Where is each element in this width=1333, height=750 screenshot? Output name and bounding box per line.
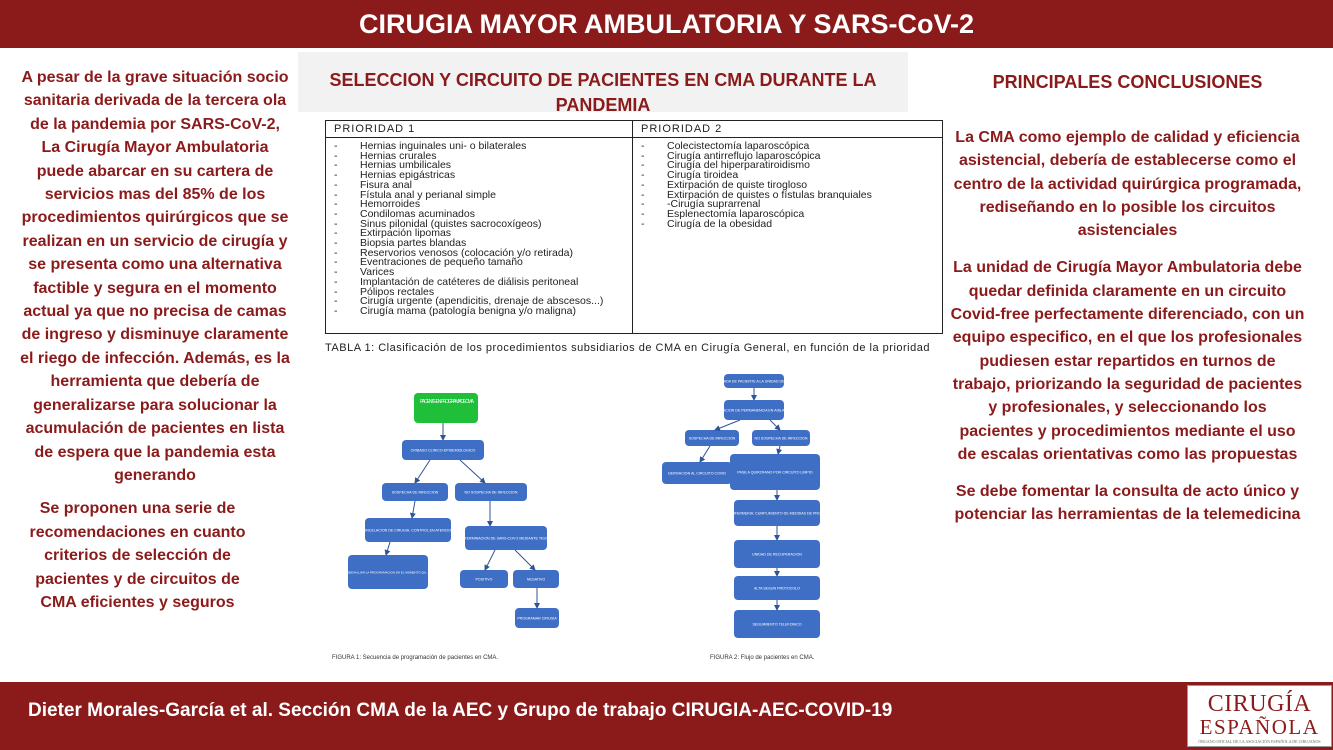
figure-2-flowchart [662,374,825,638]
f1-no-sospecha-label: NO SOSPECHA DE INFECCION [464,490,518,495]
flowcharts [320,368,910,668]
priority-1-item: - Eventraciones de pequeño tamaño [334,258,626,268]
f1-start-text: PACIENTE EN PROGRAMA DE CMA [420,399,474,405]
priority-1-item: - Extirpación lipomas [334,229,626,239]
priority-2-item: - -Cirugía suprarrenal [641,200,936,210]
center-title: SELECCION Y CIRCUITO DE PACIENTES EN CMA DURANTE LA PANDEMIA [329,70,877,115]
priority-1-item: - Hernias epigástricas [334,171,626,181]
priority-2-item: - Cirugía antirreflujo laparoscópica [641,152,936,162]
conclusions-heading: PRINCIPALES CONCLUSIONES [992,72,1263,92]
f2-seguimiento-label: SEGUIMIENTO TELEFONICO [752,622,802,627]
conclusion-paragraph-3: Se debe fomentar la consulta de acto único y potenciar las herramientas de la telemedicina [954,483,1301,524]
priority-1-item: - Varices [334,268,626,278]
f2-sospecha-label: SOSPECHA DE INFECCION [688,436,736,441]
priority-1-item: - Hernias umbilicales [334,161,626,171]
priority-2-item: - Extirpación de quistes o fístulas branquiales [641,191,936,201]
conclusion-paragraph-2: La unidad de Cirugía Mayor Ambulatoria debe quedar definida claramente en un circuito Covid-free perfectamente diferenciado, con un equipo especifico, en el que los profesionales pudiesen estar repartidos en turnos de trabajo, priorizando la seguridad de pacientes y profesionales, y seleccionando los pacientes y procedimientos mediante el uso de escalas orientativas como las propuestas [950,259,1305,463]
priority-1-item: - Implantación de catéteres de diálisis peritoneal [334,278,626,288]
f2-arrow-4 [700,446,710,462]
logo-line-3: ÓRGANO OFICIAL DE LA ASOCIACIÓN ESPAÑOLA DE CIRUJANOS [1198,739,1321,744]
conclusion-paragraph-1: La CMA como ejemplo de calidad y eficiencia asistencial, debería de establecerse como el centro de la actividad quirúrgica programada, rediseñando en lo posible los circuitos asistenciales [953,129,1302,240]
priority-2-item: - Cirugía de la obesidad [641,220,936,230]
logo-line-2: ESPAÑOLA [1199,715,1320,739]
f2-recuperacion-label: UNIDAD DE RECUPERACION [752,552,802,557]
priority-table [325,120,943,334]
f1-arrow-8 [515,550,535,570]
priority-1-item: - Fístula anal y perianal simple [334,191,626,201]
figure-1-caption: FIGURA 1: Secuencia de programación de pacientes en CMA. [332,655,499,661]
f1-arrow-3 [460,460,485,483]
priority-1-item: - Cirugía mama (patología benigna y/o maligna) [334,307,626,317]
priority-1-item: - Biopsia partes blandas [334,239,626,249]
f1-determinacion-label: DETERMINACION DE SARS-COV-2 MEDIANTE TEST … [459,536,553,541]
f1-sospecha-label: SOSPECHA DE INFECCION [391,490,439,495]
figure-2-caption: FIGURA 2: Flujo de pacientes en CMA. [710,655,815,661]
author-credit: Dieter Morales-García et al. Sección CMA de la AEC y Grupo de trabajo CIRUGIA-AEC-COVID-19 [28,700,893,721]
priority-1-header: PRIORIDAD 1 [326,121,632,138]
priority-1-item: - Hemorroides [334,200,626,210]
f2-llegada-label: LLEGADA DE PACIENTE A LA UNIDAD DE CMA [714,379,794,384]
priority-2-column [633,121,942,333]
footer-bar [0,682,1333,750]
f1-cancelacion-label: CANCELACION DE CIRUGIA. CONTROL EN ATENCIO… [361,528,455,533]
priority-2-header: PRIORIDAD 2 [633,121,942,138]
priority-1-item: - Fisura anal [334,181,626,191]
poster-title: CIRUGIA MAYOR AMBULATORIA Y SARS-CoV-2 [0,0,1333,48]
priority-1-column [326,121,633,333]
intro-paragraph: A pesar de la grave situación socio sanitaria derivada de la tercera ola de la pandemia por SARS-CoV-2, La Cirugía Mayor Ambulatoria puede abarcar en su cartera de servicios mas del 85% de los procedimientos quirúrgicos que se realizan en un servicio de cirugía y se presenta como una alternativa factible y segura en el momento actual ya que no precisa de camas de ingreso y disminuye claramente el riego de infección. Además, es la herramienta que debería de generalizarse para solucionar la acumulación de pacientes en lista de espera que la pandemia esta generando [20,69,290,484]
f1-arrow-6 [386,542,390,555]
f2-no-sospecha-label: NO SOSPECHA DE INFECCION [754,436,808,441]
priority-2-item: - Extirpación de quiste tirogloso [641,181,936,191]
f1-cribado-label: CRIBADO CLINICO-EPIDEMIOLOGICO [410,448,476,453]
priority-1-item: - Hernias crurales [334,152,626,162]
f1-arrow-2 [415,460,430,483]
priority-1-item: - Pólipos rectales [334,288,626,298]
priority-1-list [326,142,632,317]
priority-1-item: - Cirugía urgente (apendicitis, drenaje de abscesos...) [334,297,626,307]
priority-2-item: - Esplenectomía laparoscópica [641,210,936,220]
f2-derivacion-label: DERIVACION AL CIRCUITO COVID [668,471,726,476]
proposal-paragraph: Se proponen una serie de recomendaciones en cuanto criterios de selección de pacientes y de circuitos de CMA eficientes y seguros [29,500,246,611]
f2-enfermeria-label: ENFERMERIA: CUMPLIMIENTO DE MEDIDAS DE PRO… [729,511,825,516]
right-column [950,70,1305,541]
figure-1-flowchart [347,393,559,628]
cirugia-espanola-logo [1187,685,1332,747]
f1-negativo-label: NEGATIVO [526,577,546,582]
f2-confirmacion-label: CONFIRMACION DE PERMANENCIA EN AISLAMIENTO… [706,408,802,413]
f1-programar-label: PROGRAMAR CIRUGIA [517,616,557,621]
priority-2-list [633,142,942,229]
logo-line-1: CIRUGÍA [1207,691,1312,717]
priority-1-item: - Condilomas acuminados [334,210,626,220]
f1-reevaluar-label: REEVALUAR LA PROGRAMACION EN EL MOMENTO QU… [346,570,430,575]
priority-2-item: - Cirugía del hiperparatiroidismo [641,161,936,171]
priority-1-item: - Sinus pilonidal (quistes sacrocoxígeos) [334,220,626,230]
priority-1-item: - Hernias inguinales uni- o bilaterales [334,142,626,152]
f2-quirofano-label: PASE A QUIROFANO POR CIRCUITO LIMPIO [737,470,813,475]
f2-alta-label: ALTA SEGUN PROTOCOLO [754,586,800,591]
f2-arrow-2 [715,420,740,430]
priority-2-item: - Colecistectomía laparoscópica [641,142,936,152]
f2-arrow-3 [770,420,780,430]
priority-2-item: - Cirugía tiroidea [641,171,936,181]
f1-arrow-7 [485,550,495,570]
f1-start-box [414,393,478,423]
priority-1-item: - Reservorios venosos (colocación y/o retirada) [334,249,626,259]
f2-arrow-5 [778,446,780,454]
f1-positivo-label: POSITIVO [475,577,493,582]
f1-arrow-4 [412,501,415,518]
table-caption: TABLA 1: Clasificación de los procedimientos subsidiarios de CMA en Cirugía General, en función de la prioridad [325,342,930,354]
left-column [20,66,290,614]
